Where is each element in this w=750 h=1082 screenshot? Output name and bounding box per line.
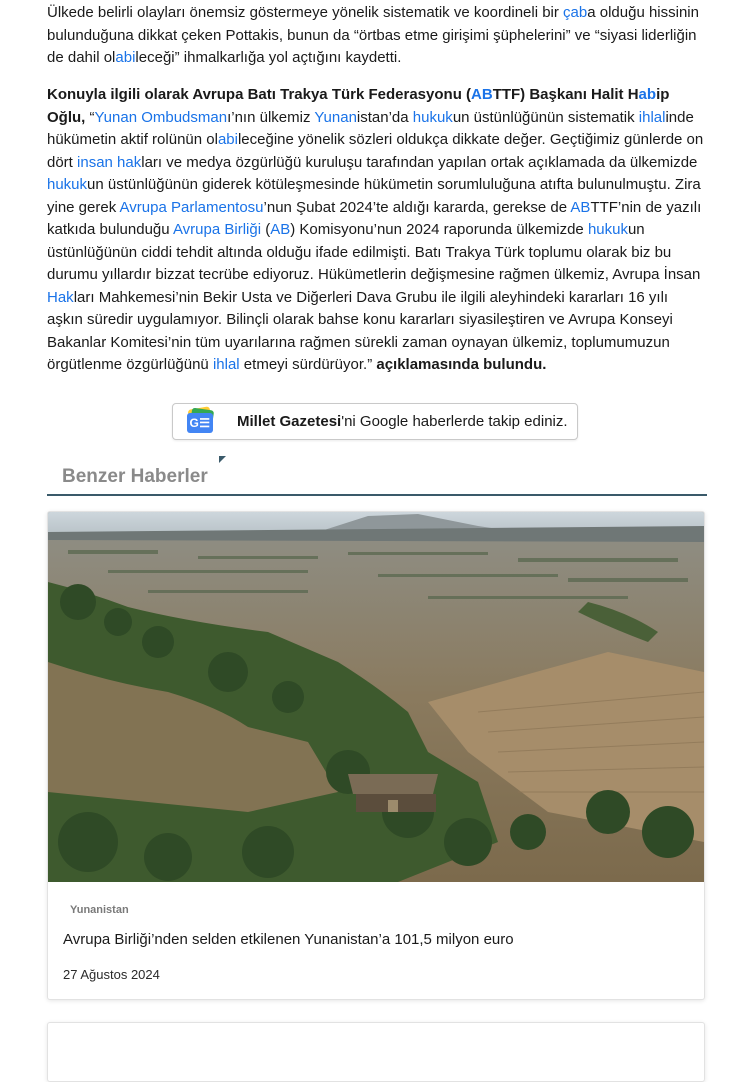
news-thumbnail-image[interactable] — [48, 512, 704, 882]
keyword-link[interactable]: ihlal — [212, 356, 240, 373]
text-run: Konuyla ilgili olarak Avrupa Batı Trakya Türk Federasyonu ( — [47, 86, 472, 103]
publisher-name: Millet Gazetesi — [237, 413, 342, 430]
text-run: TTF) Başkanı Halit H — [492, 86, 639, 103]
keyword-link[interactable]: AB — [471, 86, 493, 103]
text-run: leceği” ihmalkarlığa yol açtığını kaydetti. — [135, 49, 402, 66]
news-date: 27 Ağustos 2024 — [63, 967, 160, 982]
google-news-icon: G☰ — [185, 408, 215, 435]
text-run: ları ve medya özgürlüğü kuruluşu tarafından yapılan ortak açıklamada da ülkemizde — [141, 153, 698, 171]
related-news-card-next[interactable] — [47, 1022, 705, 1082]
text-run: ) Komisyonu’nun 2024 raporunda ülkemizde — [290, 221, 588, 238]
keyword-link[interactable]: çab — [563, 4, 588, 21]
text-run: un üstünlüğünün sistematik — [452, 108, 639, 126]
text-run: ’nun Şubat 2024’te aldığı kararda, gerekse de — [263, 198, 571, 216]
keyword-link[interactable]: AB — [270, 221, 291, 238]
article-paragraph-quote — [47, 84, 707, 377]
keyword-link[interactable]: hukuk — [47, 176, 88, 193]
keyword-link[interactable]: abi — [217, 131, 238, 148]
keyword-link[interactable]: abi — [115, 49, 136, 66]
google-news-follow-button[interactable] — [172, 403, 578, 440]
article-paragraph — [47, 2, 707, 70]
text-run: etmeyi sürdürüyor.” — [239, 356, 373, 373]
text-run: ip Oğlu, — [47, 86, 670, 126]
related-news-card[interactable] — [47, 511, 705, 1000]
keyword-link[interactable]: ab — [638, 86, 657, 103]
text-run: un üstünlüğünün giderek kötüleşmesinde hükümetin sorumluluğuna atıfta bulunulmuştu. Zira yine gerek — [47, 176, 701, 216]
keyword-link[interactable]: Hak — [47, 288, 74, 306]
text-run: istan’da — [356, 108, 413, 126]
keyword-link[interactable]: AB — [570, 198, 591, 216]
text-run: ları Mahkemesi’nin Bekir Usta ve Diğerleri Dava Grubu ile ilgili aleyhindeki kararları 16 yılı aşkın süredir uygulamıyor. Bilinçli olarak bahse konu kararları siyasileştiren ve Avrupa Konseyi Bakanlar Komitesi’nin tüm uyarılarına rağmen sürekli zaman oynayan ülkemiz, toplumumuzun örgütlenme özgürlüğünü — [47, 288, 673, 373]
text-run: Ülkede belirli olayları önemsiz göstermeye yönelik sistematik ve koordineli bir — [47, 4, 564, 21]
paragraph-text — [47, 84, 707, 377]
text-run: TTF’nin de yazılı katkıda bulunduğu — [47, 198, 702, 238]
keyword-link[interactable]: Avrupa Parlamentosu — [119, 198, 264, 216]
section-title: Benzer Haberler — [62, 466, 208, 487]
keyword-link[interactable]: hukuk — [412, 108, 453, 126]
keyword-link[interactable]: insan hak — [77, 153, 142, 171]
keyword-link[interactable]: Yunan Ombudsman — [94, 108, 228, 126]
news-category[interactable]: Yunanistan — [70, 904, 129, 916]
text-run: “ — [85, 108, 95, 126]
text-run: leceğine yönelik sözleri oldukça dikkate değer. Geçtiğimiz günlerde on dört — [47, 131, 704, 171]
text-run: ( — [261, 221, 271, 238]
keyword-link[interactable]: hukuk — [587, 221, 628, 238]
follow-text: 'ni Google haberlerde takip ediniz. — [341, 413, 568, 430]
news-title-link[interactable]: Avrupa Birliği’nden selden etkilenen Yunanistan’a 101,5 milyon euro — [63, 931, 514, 948]
keyword-link[interactable]: ihlal — [638, 108, 666, 126]
text-run: inde hükümetin aktif rolünün ol — [47, 108, 694, 148]
paragraph-text — [47, 2, 707, 70]
google-news-label — [237, 413, 568, 430]
related-news-header — [47, 452, 707, 496]
text-run: a olduğu hissinin bulunduğuna dikkat çeken Pottakis, bunun da “örtbas etme girişimi şüphelerini” ve “siyasi liderliğin de dahil ol — [47, 4, 699, 66]
keyword-link[interactable]: Yunan — [314, 108, 357, 126]
section-corner-mark — [219, 456, 226, 463]
text-run: açıklamasında bulundu. — [372, 356, 547, 373]
keyword-link[interactable]: Avrupa Birliği — [172, 221, 262, 238]
text-run: ı’nın ülkemiz — [227, 108, 315, 126]
text-run: un üstünlüğünün ciddi tehdit altında olduğu ifade edilmişti. Batı Trakya Türk toplumu olarak biz bu durumu yıllardır bizzat tecrübe ediyoruz. Hükümetlerin değişmesine rağmen ülkemiz, Avrupa İnsan — [47, 221, 701, 283]
